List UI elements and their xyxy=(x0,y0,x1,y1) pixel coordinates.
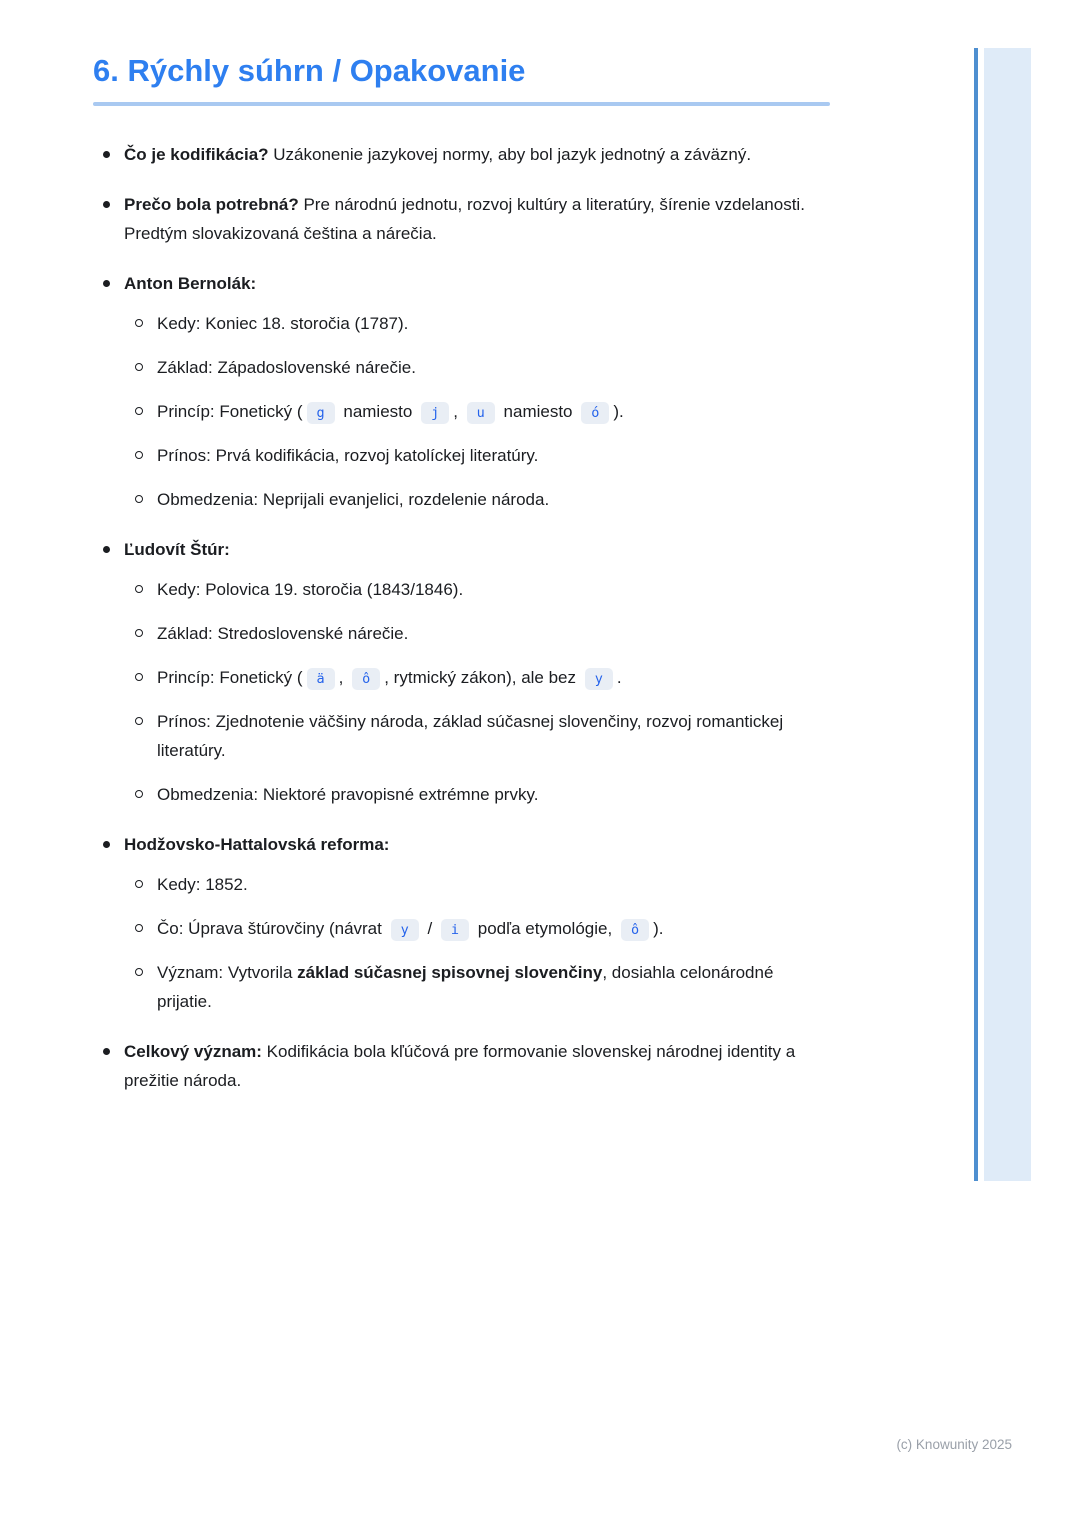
sub-list-item-text xyxy=(157,707,830,765)
body-text: ). xyxy=(653,919,664,938)
body-text: , dosiahla celonárodné prijatie. xyxy=(157,963,774,1011)
body-text: ). xyxy=(613,402,624,421)
body-text: Základ: Západoslovenské nárečie. xyxy=(157,358,416,377)
footer-credit: (c) Knowunity 2025 xyxy=(896,1437,1012,1452)
sub-list-item-text xyxy=(157,780,830,809)
inline-code-badge: g xyxy=(307,402,335,424)
side-accent-line xyxy=(974,48,978,1181)
body-text: Kedy: Koniec 18. storočia (1787). xyxy=(157,314,409,333)
document-content xyxy=(93,52,830,1116)
body-text: Princíp: Fonetický ( xyxy=(157,402,303,421)
sub-list-item-text xyxy=(157,575,830,604)
list-item-text xyxy=(124,830,830,859)
inline-code-badge: j xyxy=(421,402,449,424)
body-text: Pre národnú jednotu, rozvoj kultúry a literatúry, šírenie vzdelanosti. Predtým slovakizovaná čeština a nárečia. xyxy=(124,195,805,243)
list-item xyxy=(93,140,830,169)
list-item-text xyxy=(124,535,830,564)
list-item xyxy=(93,269,830,514)
sub-list-item-text xyxy=(157,619,830,648)
sub-list-item-text xyxy=(157,309,830,338)
body-text: Význam: Vytvorila xyxy=(157,963,298,982)
list-item-text xyxy=(124,140,830,169)
sub-list-item-text xyxy=(157,870,830,899)
body-text: , rytmický zákon), ale bez xyxy=(384,668,581,687)
sub-list-item-text xyxy=(157,397,830,426)
sub-list-item-text xyxy=(157,663,830,692)
body-text: Princíp: Fonetický ( xyxy=(157,668,303,687)
inline-code-badge: y xyxy=(391,919,419,941)
bold-text: Hodžovsko-Hattalovská reforma: xyxy=(124,835,390,854)
body-text: namiesto xyxy=(498,402,578,421)
body-text: Uzákonenie jazykovej normy, aby bol jazyk jednotný a záväzný. xyxy=(268,145,752,164)
sub-list-item xyxy=(124,575,830,604)
body-text: Kedy: Polovica 19. storočia (1843/1846). xyxy=(157,580,464,599)
sub-list-item xyxy=(124,309,830,338)
bold-text: Celkový význam: xyxy=(124,1042,262,1061)
sub-list-item xyxy=(124,914,830,943)
body-text: namiesto xyxy=(338,402,418,421)
body-text: Čo: Úprava štúrovčiny (návrat xyxy=(157,919,387,938)
sub-list-item xyxy=(124,441,830,470)
body-text: , xyxy=(338,668,349,687)
sub-list-item-text xyxy=(157,485,830,514)
inline-code-badge: ô xyxy=(352,668,380,690)
sub-list-item xyxy=(124,663,830,692)
bold-text: Prečo bola potrebná? xyxy=(124,195,299,214)
body-text: Prínos: Prvá kodifikácia, rozvoj katolíckej literatúry. xyxy=(157,446,539,465)
inline-code-badge: ó xyxy=(581,402,609,424)
sub-list xyxy=(124,309,830,514)
body-text: Obmedzenia: Niektoré pravopisné extrémne prvky. xyxy=(157,785,539,804)
inline-code-badge: ô xyxy=(621,919,649,941)
page-title: 6. Rýchly súhrn / Opakovanie xyxy=(93,53,526,88)
sub-list-item xyxy=(124,780,830,809)
summary-list xyxy=(93,140,830,1095)
sub-list-item xyxy=(124,707,830,765)
body-text: Kodifikácia bola kľúčová pre formovanie slovenskej národnej identity a prežitie národa. xyxy=(124,1042,796,1090)
bold-text: Ľudovít Štúr: xyxy=(124,540,230,559)
list-item xyxy=(93,190,830,248)
list-item xyxy=(93,1037,830,1095)
body-text: , xyxy=(453,402,463,421)
sub-list-item xyxy=(124,397,830,426)
sub-list-item xyxy=(124,619,830,648)
bold-text: Čo je kodifikácia? xyxy=(124,145,269,164)
sub-list-item-text xyxy=(157,441,830,470)
sub-list-item xyxy=(124,485,830,514)
inline-code-badge: i xyxy=(441,919,469,941)
bold-text: Anton Bernolák: xyxy=(124,274,257,293)
body-text: Kedy: 1852. xyxy=(157,875,248,894)
sub-list-item xyxy=(124,353,830,382)
bold-text: základ súčasnej spisovnej slovenčiny xyxy=(297,963,603,982)
list-item-text xyxy=(124,1037,830,1095)
body-text: Obmedzenia: Neprijali evanjelici, rozdelenie národa. xyxy=(157,490,550,509)
list-item xyxy=(93,830,830,1016)
list-item-text xyxy=(124,269,830,298)
sub-list-item-text xyxy=(157,914,830,943)
side-scroll-panel xyxy=(984,48,1031,1181)
title-divider xyxy=(93,102,830,106)
sub-list-item xyxy=(124,870,830,899)
inline-code-badge: ä xyxy=(307,668,335,690)
list-item-text xyxy=(124,190,830,248)
body-text: Prínos: Zjednotenie väčšiny národa, základ súčasnej slovenčiny, rozvoj romantickej literatúry. xyxy=(157,712,784,760)
list-item xyxy=(93,535,830,809)
sub-list xyxy=(124,870,830,1016)
body-text: Základ: Stredoslovenské nárečie. xyxy=(157,624,409,643)
sub-list xyxy=(124,575,830,809)
sub-list-item-text xyxy=(157,353,830,382)
body-text: / xyxy=(422,919,437,938)
body-text: podľa etymológie, xyxy=(473,919,617,938)
inline-code-badge: y xyxy=(585,668,613,690)
inline-code-badge: u xyxy=(467,402,495,424)
sub-list-item-text xyxy=(157,958,830,1016)
sub-list-item xyxy=(124,958,830,1016)
body-text: . xyxy=(616,668,622,687)
